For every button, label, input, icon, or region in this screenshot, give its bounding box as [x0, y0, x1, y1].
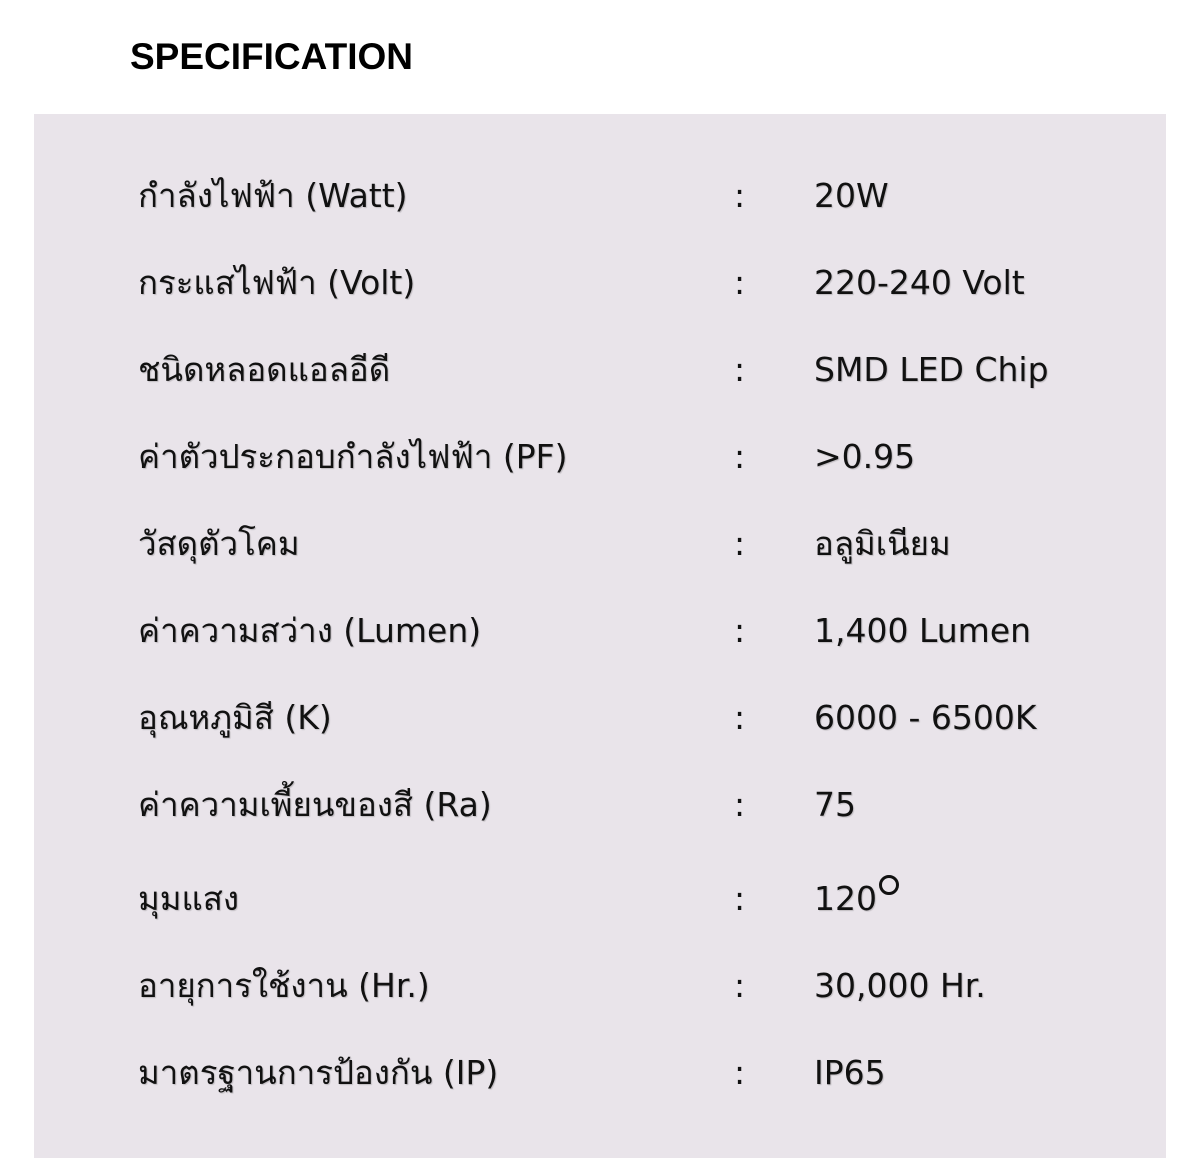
spec-value: 30,000 Hr. [814, 966, 986, 1005]
spec-row-power-factor [34, 427, 1166, 487]
spec-row-beam-angle [34, 869, 1166, 929]
spec-value: 20W [814, 176, 889, 215]
spec-label: กระแสไฟฟ้า (Volt) [138, 263, 416, 302]
spec-label: ชนิดหลอดแอลอีดี [138, 350, 391, 389]
spec-label: วัสดุตัวโคม [138, 524, 300, 563]
spec-value: 6000 - 6500K [814, 698, 1037, 737]
spec-value: 220-240 Volt [814, 263, 1025, 302]
spec-separator: : [734, 350, 746, 389]
spec-label: กำลังไฟฟ้า (Watt) [138, 176, 408, 215]
spec-separator: : [734, 611, 746, 650]
spec-separator: : [734, 966, 746, 1005]
spec-label: ค่าตัวประกอบกำลังไฟฟ้า (PF) [138, 437, 568, 476]
beam-angle-number: 120 [814, 879, 877, 918]
spec-label: มุมแสง [138, 879, 240, 918]
spec-row-color-temperature [34, 688, 1166, 748]
spec-row-cri [34, 775, 1166, 835]
spec-separator: : [734, 1053, 746, 1092]
spec-row-watt [34, 166, 1166, 226]
page-title: SPECIFICATION [130, 36, 413, 77]
spec-row-lumen [34, 601, 1166, 661]
spec-label: อุณหภูมิสี (K) [138, 698, 332, 737]
spec-separator: : [734, 524, 746, 563]
spec-label: มาตรฐานการป้องกัน (IP) [138, 1053, 499, 1092]
spec-separator: : [734, 176, 746, 215]
spec-value: 75 [814, 785, 856, 824]
spec-separator: : [734, 879, 746, 918]
spec-value [814, 869, 899, 929]
degree-icon [879, 875, 899, 895]
spec-value: 1,400 Lumen [814, 611, 1032, 650]
spec-row-material [34, 514, 1166, 574]
spec-label: อายุการใช้งาน (Hr.) [138, 966, 430, 1005]
spec-value: IP65 [814, 1053, 886, 1092]
spec-value: SMD LED Chip [814, 350, 1049, 389]
spec-separator: : [734, 437, 746, 476]
spec-row-lifetime [34, 956, 1166, 1016]
spec-row-volt [34, 253, 1166, 313]
spec-panel [34, 114, 1166, 1158]
spec-separator: : [734, 698, 746, 737]
spec-label: ค่าความสว่าง (Lumen) [138, 611, 482, 650]
spec-label: ค่าความเพี้ยนของสี (Ra) [138, 785, 492, 824]
spec-value: >0.95 [814, 437, 916, 476]
spec-value: อลูมิเนียม [814, 524, 951, 563]
spec-row-ip-rating [34, 1043, 1166, 1103]
spec-row-led-type [34, 340, 1166, 400]
spec-separator: : [734, 263, 746, 302]
spec-separator: : [734, 785, 746, 824]
